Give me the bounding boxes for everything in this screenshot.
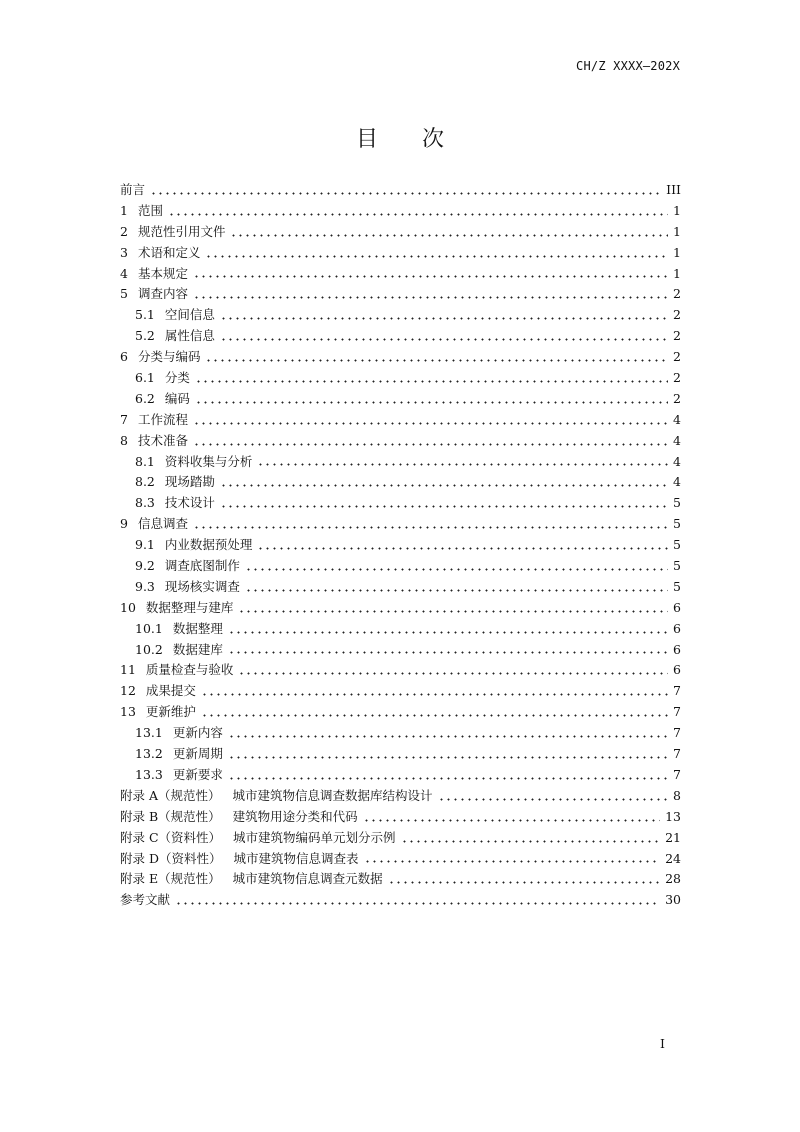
toc-entry-page: 2 [673,370,681,386]
toc-entry[interactable] [120,556,681,577]
toc-dot-leader [193,422,668,425]
toc-dot-leader [228,631,668,634]
toc-entry-title: 更新周期 [172,746,223,762]
toc-entry-title: 更新维护 [145,704,196,720]
toc-entry-number: 6 [120,349,128,365]
toc-entry-page: 6 [673,641,681,657]
toc-entry-page: 4 [673,432,681,448]
toc-entry-number: 10.2 [135,641,163,657]
toc-dot-leader [401,840,661,843]
toc-entry[interactable] [120,577,681,598]
toc-entry-page: 1 [673,202,681,218]
toc-dot-leader [193,526,668,529]
toc-entry-title: 建筑物用途分类和代码 [232,808,358,824]
toc-entry-title: 前言 [120,182,146,197]
toc-entry-number: 12 [120,683,136,699]
page-number: I [660,1036,665,1051]
document-code: CH/Z XXXX—202X [576,59,680,73]
toc-entry-page: 7 [673,725,681,741]
toc-entry-page: 5 [673,495,681,511]
toc-entry-number: 1 [120,202,128,218]
toc-entry-number: 附录 A（规范性） [120,787,221,803]
toc-entry-number: 5 [120,286,128,302]
toc-entry-number: 5.1 [135,307,155,323]
toc-entry-page: 2 [673,349,681,365]
toc-entry[interactable] [120,890,681,911]
toc-entry-title: 技术设计 [164,495,215,511]
toc-entry-title: 现场核实调查 [164,578,240,594]
toc-entry-number: 10 [120,599,136,615]
toc-dot-leader [257,463,668,466]
toc-entry-number: 8.3 [135,495,155,511]
toc-dot-leader [245,589,668,592]
toc-entry-title: 现场踏勘 [164,474,215,490]
toc-entry-number: 7 [120,411,128,427]
toc-entry-number: 9.2 [135,558,155,574]
toc-entry-title: 内业数据预处理 [164,537,253,553]
toc-dot-leader [201,714,668,717]
toc-entry-title: 编码 [164,390,190,406]
toc-entry-title: 分类与编码 [137,349,201,365]
toc-entry-page: 1 [673,223,681,239]
toc-entry-number: 11 [120,662,136,678]
toc-entry-number: 9.3 [135,578,155,594]
toc-entry-page: 5 [673,537,681,553]
toc-entry-number: 10.1 [135,620,163,636]
toc-entry-title: 更新要求 [172,766,223,782]
toc-entry-title: 工作流程 [137,411,188,427]
toc-entry[interactable] [120,493,681,514]
toc-dot-leader [195,401,668,404]
toc-entry[interactable] [120,514,681,535]
toc-entry-page: 5 [673,558,681,574]
toc-entry[interactable] [120,326,681,347]
toc-entry-page: 6 [673,599,681,615]
toc-entry[interactable] [120,389,681,410]
toc-entry[interactable] [120,410,681,431]
toc-entry[interactable] [120,222,681,243]
page-title-part-1: 目 [355,127,378,152]
toc-dot-leader [201,693,668,696]
toc-entry-number: 9 [120,516,128,532]
page-title-part-2: 次 [422,127,445,152]
toc-dot-leader [364,860,661,863]
toc-entry-title: 质量检查与验收 [145,662,234,678]
toc-dot-leader [388,881,660,884]
toc-entry-title: 数据建库 [172,641,223,657]
toc-dot-leader [195,380,668,383]
toc-entry-page: 1 [673,265,681,281]
toc-entry-page: 4 [673,453,681,469]
toc-entry-number: 8.2 [135,474,155,490]
toc-entry-title: 城市建筑物编码单元划分示例 [233,829,396,845]
toc-dot-leader [193,296,668,299]
toc-dot-leader [257,547,668,550]
toc-dot-leader [220,317,668,320]
toc-entry-title: 数据整理与建库 [145,599,234,615]
toc-entry[interactable] [120,243,681,264]
toc-entry-page: 24 [665,850,681,866]
toc-entry-page: 7 [673,704,681,720]
toc-dot-leader [228,777,668,780]
toc-entry-title: 更新内容 [172,725,223,741]
toc-entry-title: 数据整理 [172,620,223,636]
toc-entry-title: 城市建筑物信息调查元数据 [232,871,383,887]
toc-entry-number: 13 [120,704,136,720]
toc-entry-number: 2 [120,223,128,239]
toc-entry-page: 28 [665,871,681,887]
toc-entry-title: 范围 [137,202,163,218]
toc-entry-number: 3 [120,244,128,260]
toc-entry-title: 调查底图制作 [164,558,240,574]
toc-entry[interactable] [120,723,681,744]
toc-entry[interactable] [120,869,681,890]
toc-entry-title: 城市建筑物信息调查数据库结构设计 [232,787,433,803]
toc-entry-number: 4 [120,265,128,281]
page-title [0,122,800,153]
toc-entry-title: 分类 [164,370,190,386]
toc-entry-number: 13.1 [135,725,163,741]
toc-entry-title: 信息调查 [137,516,188,532]
toc-entry-page: 7 [673,766,681,782]
table-of-contents [120,180,681,911]
toc-dot-leader [205,359,668,362]
toc-entry[interactable] [120,765,681,786]
toc-entry-title: 技术准备 [137,432,188,448]
toc-entry-page: 6 [673,662,681,678]
toc-entry-page: 1 [673,244,681,260]
toc-entry[interactable] [120,431,681,452]
toc-entry[interactable] [120,640,681,661]
toc-entry-title: 调查内容 [137,286,188,302]
toc-dot-leader [150,192,661,195]
toc-entry-page: III [666,182,681,197]
toc-dot-leader [228,651,668,654]
toc-entry[interactable] [120,535,681,556]
toc-entry-page: 7 [673,683,681,699]
toc-entry[interactable] [120,807,681,828]
toc-entry[interactable] [120,264,681,285]
toc-entry-page: 7 [673,746,681,762]
toc-dot-leader [175,902,660,905]
toc-dot-leader [220,484,668,487]
toc-entry[interactable] [120,598,681,619]
toc-entry[interactable] [120,305,681,326]
toc-entry-number: 13.2 [135,746,163,762]
toc-entry-page: 2 [673,328,681,344]
toc-dot-leader [245,568,668,571]
toc-dot-leader [238,610,668,613]
toc-entry[interactable] [120,368,681,389]
toc-entry-number: 附录 D（资料性） [120,850,222,866]
toc-dot-leader [238,672,668,675]
toc-entry-page: 30 [665,892,681,908]
toc-entry-number: 6.1 [135,370,155,386]
toc-entry-title: 资料收集与分析 [164,453,253,469]
toc-entry[interactable] [120,472,681,493]
toc-entry-page: 2 [673,307,681,323]
toc-dot-leader [193,275,668,278]
toc-entry-number: 9.1 [135,537,155,553]
toc-entry[interactable] [120,849,681,870]
toc-entry[interactable] [120,284,681,305]
toc-entry-page: 2 [673,390,681,406]
toc-entry[interactable] [120,786,681,807]
toc-entry-page: 4 [673,411,681,427]
toc-entry-title: 基本规定 [137,265,188,281]
toc-dot-leader [438,798,668,801]
toc-entry[interactable] [120,201,681,222]
toc-entry-page: 4 [673,474,681,490]
toc-entry-number: 13.3 [135,766,163,782]
toc-entry-page: 13 [665,808,681,824]
toc-entry[interactable] [120,180,681,201]
toc-entry-number: 附录 C（资料性） [120,829,222,845]
toc-entry-page: 2 [673,286,681,302]
toc-entry-page: 6 [673,620,681,636]
toc-entry-title: 成果提交 [145,683,196,699]
toc-entry[interactable] [120,702,681,723]
toc-entry[interactable] [120,347,681,368]
toc-dot-leader [363,819,660,822]
toc-entry-page: 21 [665,829,681,845]
toc-entry-number: 附录 B（规范性） [120,808,221,824]
toc-dot-leader [228,756,668,759]
toc-entry-number: 8.1 [135,453,155,469]
toc-entry-title: 空间信息 [164,307,215,323]
toc-dot-leader [230,234,668,237]
toc-entry-page: 8 [673,787,681,803]
toc-entry[interactable] [120,828,681,849]
toc-entry[interactable] [120,660,681,681]
toc-dot-leader [193,443,668,446]
toc-entry-title: 术语和定义 [137,244,201,260]
toc-entry-title: 参考文献 [120,892,171,908]
toc-entry-title: 属性信息 [164,328,215,344]
toc-entry[interactable] [120,681,681,702]
toc-entry-title: 规范性引用文件 [137,223,226,239]
toc-entry-page: 5 [673,516,681,532]
toc-dot-leader [205,255,668,258]
toc-entry-number: 附录 E（规范性） [120,871,221,887]
toc-entry-title: 城市建筑物信息调查表 [233,850,359,866]
toc-entry-number: 6.2 [135,390,155,406]
toc-entry-page: 5 [673,578,681,594]
toc-entry[interactable] [120,452,681,473]
toc-entry[interactable] [120,744,681,765]
toc-entry-number: 5.2 [135,328,155,344]
toc-dot-leader [220,505,668,508]
toc-dot-leader [220,338,668,341]
toc-dot-leader [168,213,668,216]
toc-entry-number: 8 [120,432,128,448]
toc-dot-leader [228,735,668,738]
toc-entry[interactable] [120,619,681,640]
